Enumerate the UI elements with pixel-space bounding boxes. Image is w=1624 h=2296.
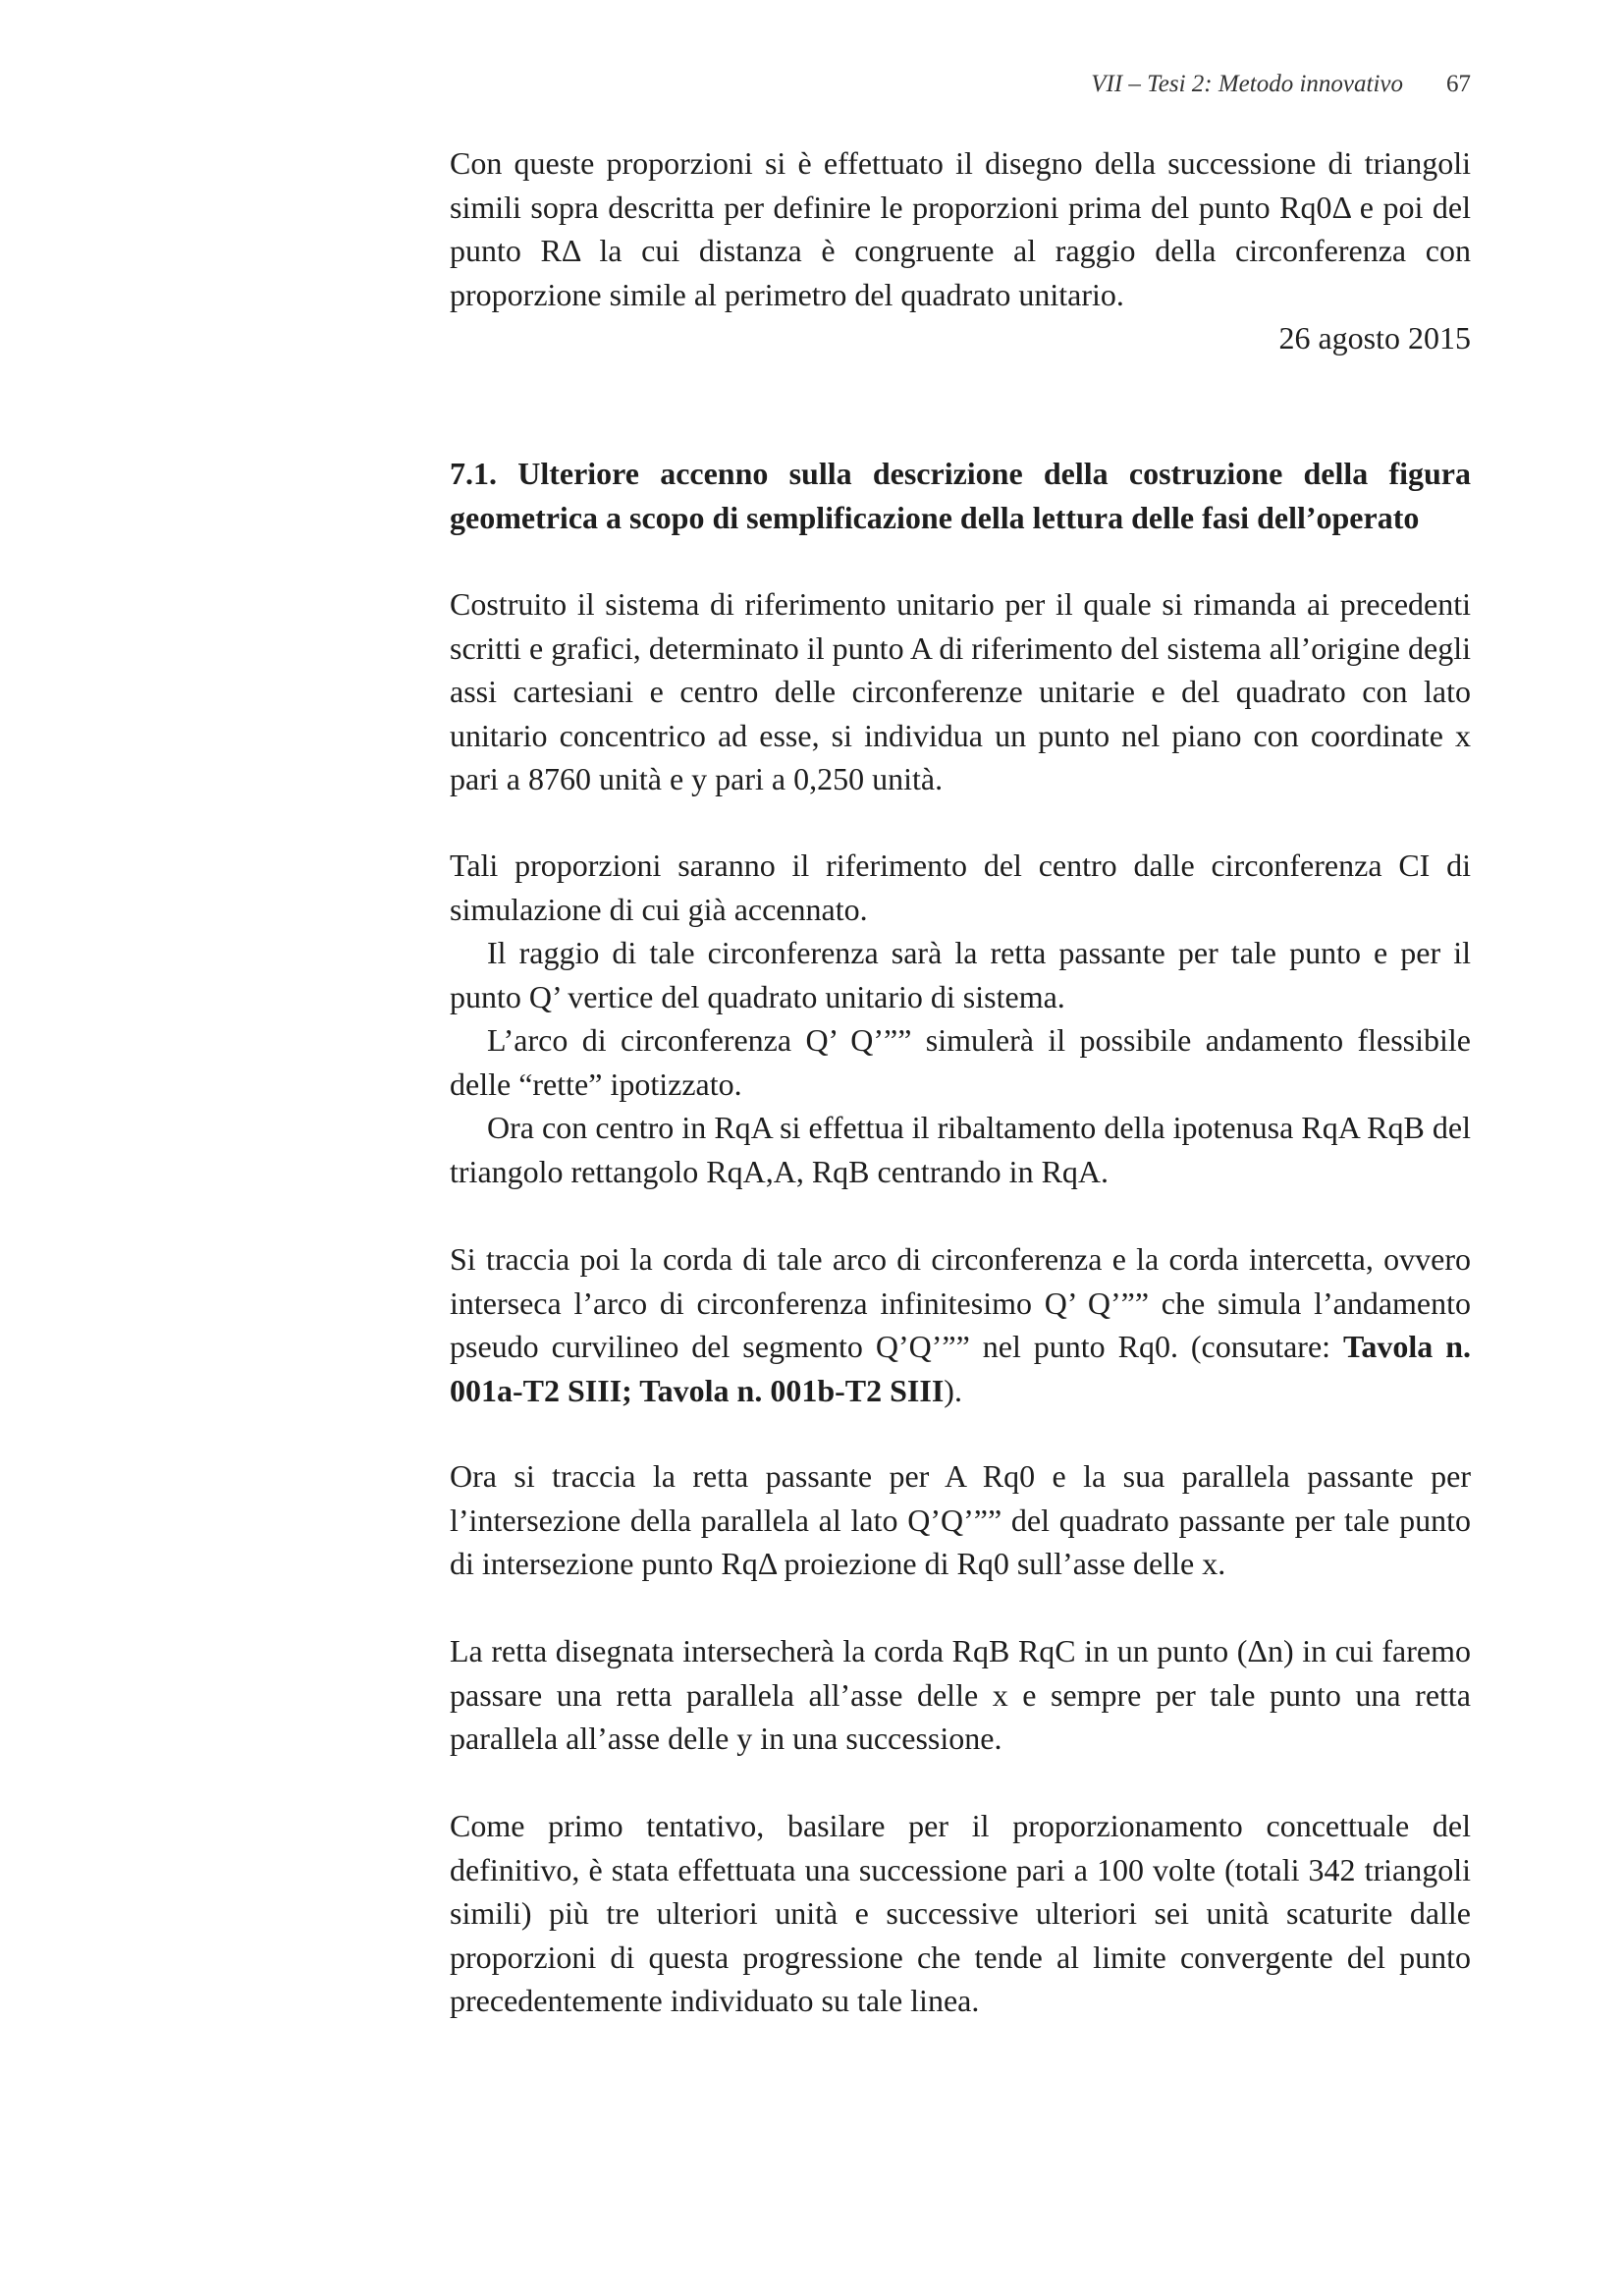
paragraph-group-2 [450,844,1471,1193]
paragraph-1-block [450,582,1471,801]
paragraph-9: Come primo tentativo, basilare per il proporzionamento concettuale del definitivo, è stata effettuata una successione pari a 100 volte (totali 342 triangoli simili) più tre ulteriori unità e successive ulteriori sei unità scaturite dalle proporzioni di questa progressione che tende al limite convergente del punto precedentemente individuato su tale linea. [450,1808,1471,2018]
paragraph-8: La retta disegnata intersecherà la corda RqB RqC in un punto (Δn) in cui faremo passare una retta parallela all’asse delle x e sempre per tale punto una retta parallela all’asse delle y in una successione. [450,1633,1471,1756]
running-header [450,71,1471,98]
paragraph-7: Ora si traccia la retta passante per A Rq0 e la sua parallela passante per l’intersezione della parallela al lato Q’Q’”” del quadrato passante per tale punto di intersezione punto RqΔ proiezione di Rq0 sull’asse delle x. [450,1458,1471,1581]
paragraph-5: Ora con centro in RqA si effettua il ribaltamento della ipotenusa RqA RqB del triangolo rettangolo RqA,A, RqB centrando in RqA. [450,1110,1471,1189]
intro-paragraph: Con queste proporzioni si è effettuato il disegno della successione di triangoli simili sopra descritta per definire le proporzioni prima del punto Rq0Δ e poi del punto RΔ la cui distanza è congruente al raggio della circonferenza con proporzione simile al perimetro del quadrato unitario. [450,145,1471,312]
page-number: 67 [1446,71,1471,97]
paragraph-6 [450,1237,1471,1412]
paragraph-8-block [450,1629,1471,1761]
intro-section [450,141,1471,360]
section-heading-block [450,452,1471,539]
running-title: VII – Tesi 2: Metodo innovativo [1091,71,1403,97]
tavola-reference: Tavola n. 001a-T2 SIII; Tavola n. 001b-T2 SIII [450,1329,1472,1408]
paragraph-3: Il raggio di tale circonferenza sarà la retta passante per tale punto e per il punto Q’ vertice del quadrato unitario di sistema. [450,935,1471,1014]
paragraph-2: Tali proporzioni saranno il riferimento del centro dalle circonferenza CI di simulazione di cui già accennato. [450,847,1471,927]
paragraph-9-block [450,1804,1471,2023]
paragraph-7-block [450,1454,1471,1586]
paragraph-6-end: ). [944,1372,962,1408]
section-heading: 7.1. Ulteriore accenno sulla descrizione della costruzione della figura geometrica a scopo di semplificazione della lettura delle fasi dell’operato [450,456,1471,535]
paragraph-4: L’arco di circonferenza Q’ Q’”” simulerà il possibile andamento flessibile delle “rette” ipotizzato. [450,1022,1471,1102]
paragraph-6-text: Si traccia poi la corda di tale arco di circonferenza e la corda intercetta, ovvero interseca l’arco di circonferenza infinitesimo Q’ Q’”” che simula l’andamento pseudo curvilineo del segmento Q’Q’”” nel punto Rq0. (consutare: [450,1241,1471,1364]
paragraph-6-block [450,1237,1471,1412]
date-line: 26 agosto 2015 [1278,320,1471,355]
paragraph-1: Costruito il sistema di riferimento unitario per il quale si rimanda ai precedenti scritti e grafici, determinato il punto A di riferimento del sistema all’origine degli assi cartesiani e centro delle circonferenze unitarie e del quadrato con lato unitario concentrico ad esse, si individua un punto nel piano con coordinate x pari a 8760 unità e y pari a 0,250 unità. [450,586,1471,796]
